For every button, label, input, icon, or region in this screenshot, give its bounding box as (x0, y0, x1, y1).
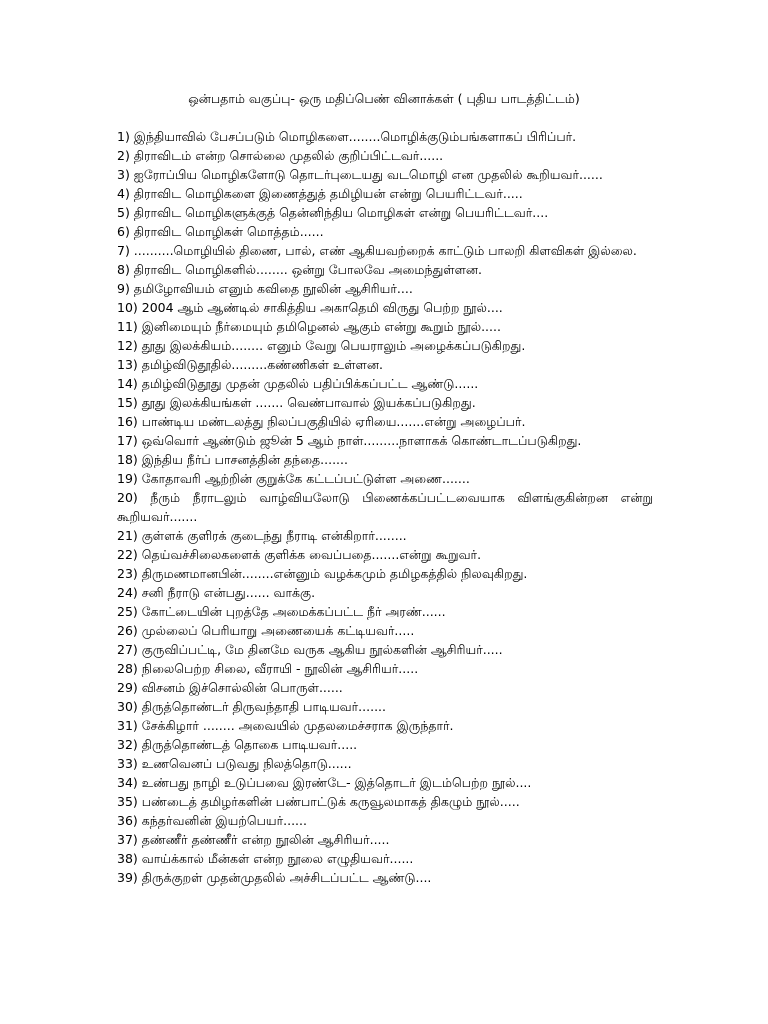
question-item: 1) இந்தியாவில் பேசப்படும் மொழிகளை........மொழிக்குடும்பங்களாகப் பிரிப்பர். (117, 129, 577, 144)
question-item: 28) நிலைபெற்ற சிலை, வீராயி - நூலின் ஆசிரியர்..... (117, 661, 419, 676)
question-item: 32) திருத்தொண்டத் தொகை பாடியவர்..... (117, 737, 358, 752)
question-item: 25) கோட்டையின் புறத்தே அமைக்கப்பட்ட நீர் அரண்...... (117, 604, 446, 619)
question-item: 34) உண்பது நாழி உடுப்பவை இரண்டே- இத்தொடர் இடம்பெற்ற நூல்.... (117, 775, 532, 790)
question-item: 9) தமிழோவியம் எனும் கவிதை நூலின் ஆசிரியர்.... (117, 281, 413, 296)
question-item: 30) திருத்தொண்டர் திருவந்தாதி பாடியவர்....... (117, 699, 386, 714)
question-item: 14) தமிழ்விடுதூது முதன் முதலில் பதிப்பிக்கப்பட்ட ஆண்டு...... (117, 376, 479, 391)
question-item: 31) சேக்கிழார் ........ அவையில் முதலமைச்சராக இருந்தார். (117, 718, 454, 733)
question-item: 38) வாய்க்கால் மீன்கள் என்ற நூலை எழுதியவர்...... (117, 851, 414, 866)
question-item: 23) திருமணமானபின்........என்னும் வழக்கமும் தமிழகத்தில் நிலவுகிறது. (117, 566, 528, 581)
question-item: 6) திராவிட மொழிகள் மொத்தம்...... (117, 224, 324, 239)
question-item: 24) சனி நீராடு என்பது...... வாக்கு. (117, 585, 316, 600)
question-item: 37) தண்ணீர் தண்ணீர் என்ற நூலின் ஆசிரியர்..... (117, 832, 390, 847)
question-item: 39) திருக்குறள் முதன்முதலில் அச்சிடப்பட்ட ஆண்டு.... (117, 870, 432, 885)
question-item: 27) குருவிப்பட்டி, மே தினமே வருக ஆகிய நூல்களின் ஆசிரியர்..... (117, 642, 503, 657)
question-item: 20) நீரும் நீராடலும் வாழ்வியலோடு பிணைக்கப்பட்டவையாக விளங்குகின்றன என்று கூறியவர்....... (117, 490, 653, 524)
question-item: 18) இந்திய நீர்ப் பாசனத்தின் தந்தை....... (117, 452, 348, 467)
question-item: 36) கந்தர்வனின் இயற்பெயர்...... (117, 813, 307, 828)
question-list (117, 127, 653, 887)
question-item: 5) திராவிட மொழிகளுக்குத் தென்னிந்திய மொழிகள் என்று பெயரிட்டவர்.... (117, 205, 549, 220)
question-item: 11) இனிமையும் நீர்மையும் தமிழெனல் ஆகும் என்று கூறும் நூல்..... (117, 319, 501, 334)
question-item: 15) தூது இலக்கியங்கள் ....... வெண்பாவால் இயக்கப்படுகிறது. (117, 395, 476, 410)
question-item: 13) தமிழ்விடுதூதில்.........கண்ணிகள் உள்ளன. (117, 357, 383, 372)
question-item: 17) ஒவ்வொர் ஆண்டும் ஜூன் 5 ஆம் நாள்.........நாளாகக் கொண்டாடப்படுகிறது. (117, 433, 582, 448)
question-item: 3) ஐரோப்பிய மொழிகளோடு தொடர்புடையது வடமொழி என முதலில் கூறியவர்...... (117, 167, 603, 182)
question-item: 21) குள்ளக் குளிரக் குடைந்து நீராடி என்கிறார்........ (117, 528, 407, 543)
question-item: 12) தூது இலக்கியம்........ எனும் வேறு பெயராலும் அழைக்கப்படுகிறது. (117, 338, 526, 353)
question-item: 22) தெய்வச்சிலைகளைக் குளிக்க வைப்பதை.......என்று கூறுவர். (117, 547, 482, 562)
page-title: ஒன்பதாம் வகுப்பு- ஒரு மதிப்பெண் வினாக்கள் ( புதிய பாடத்திட்டம்) (188, 91, 580, 106)
question-item: 33) உணவெனப் படுவது நிலத்தொடு...... (117, 756, 352, 771)
question-item: 2) திராவிடம் என்ற சொல்லை முதலில் குறிப்பிட்டவர்...... (117, 148, 444, 163)
question-item: 19) கோதாவரி ஆற்றின் குறுக்கே கட்டப்பட்டுள்ள அணை....... (117, 471, 470, 486)
question-item: 10) 2004 ஆம் ஆண்டில் சாகித்திய அகாதெமி விருது பெற்ற நூல்.... (117, 300, 503, 315)
question-item: 26) முல்லைப் பெரியாறு அணையைக் கட்டியவர்..... (117, 623, 415, 638)
question-item: 35) பண்டைத் தமிழர்களின் பண்பாட்டுக் கருவூலமாகத் திகழும் நூல்..... (117, 794, 520, 809)
question-item: 8) திராவிட மொழிகளில்........ ஒன்று போலவே அமைந்துள்ளன. (117, 262, 482, 277)
question-item: 7) ..........மொழியில் திணை, பால், எண் ஆகியவற்றைக் காட்டும் பாலறி கிளவிகள் இல்லை. (117, 243, 637, 258)
question-item: 4) திராவிட மொழிகளை இணைத்துத் தமிழியன் என்று பெயரிட்டவர்..... (117, 186, 523, 201)
question-item: 16) பாண்டிய மண்டலத்து நிலப்பகுதியில் ஏரியை.......என்று அழைப்பர். (117, 414, 526, 429)
question-item: 29) விசனம் இச்சொல்லின் பொருள்...... (117, 680, 343, 695)
